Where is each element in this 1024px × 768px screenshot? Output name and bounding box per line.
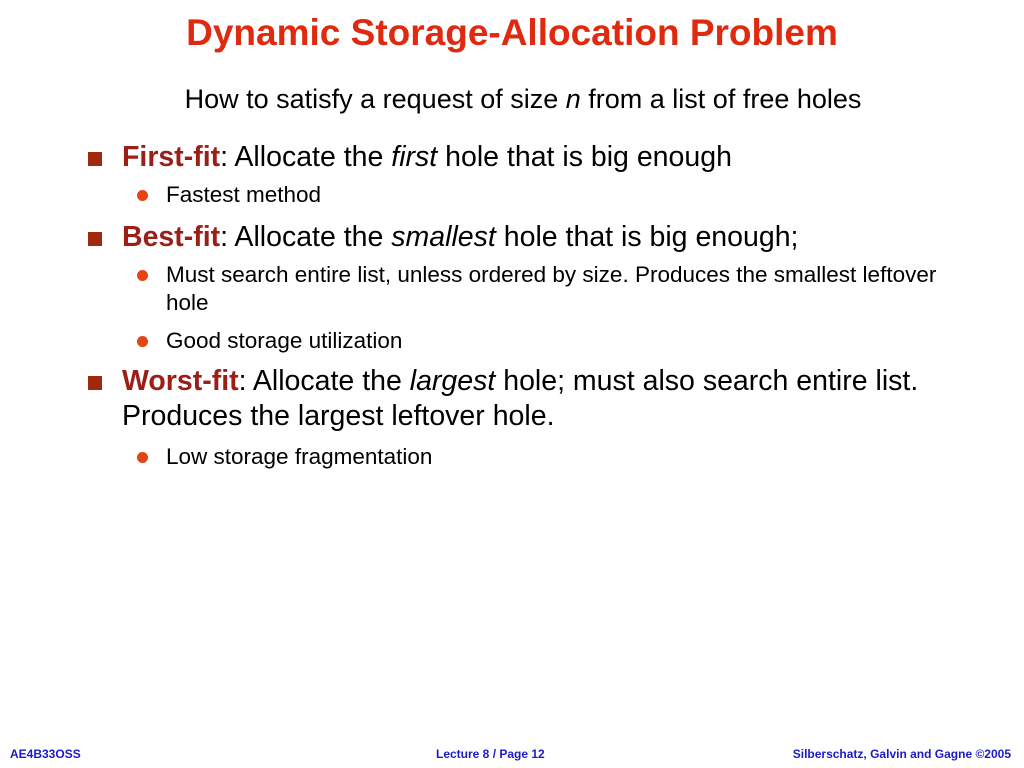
subpoint-first-fit-1	[166, 181, 946, 209]
round-bullet-icon	[137, 336, 148, 347]
bullet-first-fit	[122, 140, 882, 175]
subpoint-text: Fastest method	[166, 182, 322, 207]
round-bullet-icon	[137, 190, 148, 201]
bullet-emphasis: first	[391, 141, 438, 173]
bullet-emphasis: smallest	[391, 221, 496, 253]
bullet-term: Best-fit	[122, 221, 221, 253]
bullet-worst-fit	[122, 364, 937, 434]
footer-copyright: Silberschatz, Galvin and Gagne ©2005	[792, 747, 1011, 761]
subpoint-best-fit-2	[166, 327, 956, 355]
subpoint-text: Low storage fragmentation	[166, 444, 433, 469]
bullet-text-start: : Allocate the	[220, 221, 392, 253]
footer-page-number: Lecture 8 / Page 12	[436, 747, 545, 761]
bullet-text-end: hole that is big enough;	[495, 221, 799, 253]
square-bullet-icon	[88, 152, 102, 166]
slide-subtitle	[0, 84, 1024, 115]
bullet-text-start: : Allocate the	[220, 141, 392, 173]
bullet-emphasis: largest	[409, 365, 496, 397]
square-bullet-icon	[88, 232, 102, 246]
subpoint-text: Must search entire list, unless ordered by size. Produces the smallest leftover hole	[166, 262, 937, 315]
round-bullet-icon	[137, 452, 148, 463]
slide-title: Dynamic Storage-Allocation Problem	[186, 12, 838, 53]
subtitle-text-start: How to satisfy a request of size	[184, 84, 566, 114]
bullet-text-end: hole; must also search entire list. Produces the largest leftover hole.	[122, 365, 919, 432]
subpoint-best-fit-1	[166, 261, 956, 317]
bullet-best-fit	[122, 220, 972, 255]
round-bullet-icon	[137, 270, 148, 281]
footer-course-code: AE4B33OSS	[10, 747, 81, 761]
subtitle-variable: n	[565, 84, 581, 114]
subpoint-worst-fit-1	[166, 443, 956, 471]
subtitle-text-end: from a list of free holes	[580, 84, 862, 114]
bullet-text-start: : Allocate the	[238, 365, 410, 397]
subpoint-text: Good storage utilization	[166, 328, 403, 353]
square-bullet-icon	[88, 376, 102, 390]
bullet-term: Worst-fit	[122, 365, 239, 397]
bullet-text-end: hole that is big enough	[437, 141, 732, 173]
bullet-term: First-fit	[122, 141, 221, 173]
